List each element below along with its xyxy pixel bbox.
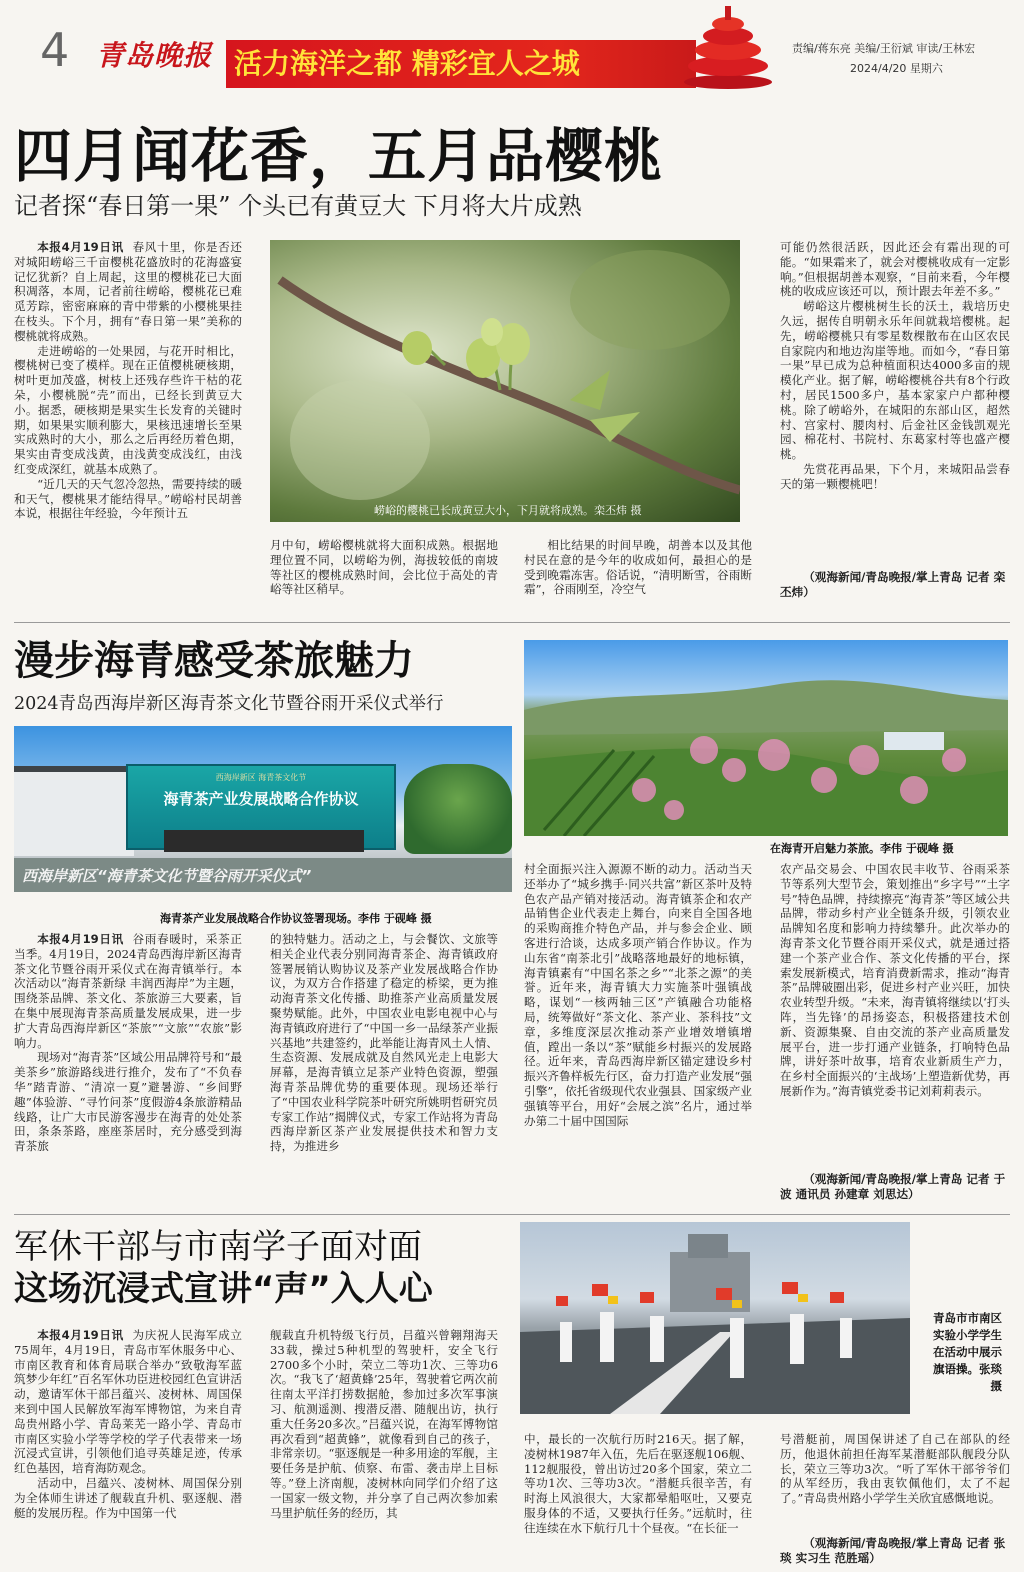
building	[14, 766, 134, 856]
article2-column-3	[524, 862, 752, 1210]
photo-caption: 海青茶产业发展战略合作协议签署现场。李伟 于砚峰 摄	[160, 912, 432, 925]
paragraph: 的独特魅力。活动之上，与会餐饮、文旅等相关企业代表分别同海青茶企、海青镇政府签署展销认购协议及茶产业发展战略合作协议，为双方合作搭建了稳定的桥梁，更为推动海青茶文化传播、助推茶产业高质量发展聚势赋能。此外，中国农业电影电视中心与海青镇政府进行了“中国一乡一品绿茶产业振兴基地”共建签约，此举能让海青风土人情、生态资源、发展成就及自然风光走上电影大屏幕，是海青镇立足茶产业特色资源，塑强海青茶品牌优势的重要体现。现场还举行了“中国农业科学院茶叶研究所姚明哲研究员专家工作站”揭牌仪式，专家工作站将为青岛西海岸新区茶产业发展提供技术和智力支持，为推进乡	[270, 932, 498, 1154]
article3-column-3	[524, 1432, 752, 1568]
divider	[14, 622, 1010, 623]
stage-slogan: 西海岸新区“海青茶文化节暨谷雨开采仪式”	[22, 867, 312, 885]
article3-headline-line2: 这场沉浸式宣讲“声”入人心	[14, 1269, 433, 1309]
article3-column-4	[780, 1432, 1010, 1536]
article2-column-2	[270, 932, 498, 1210]
article2-column-4	[780, 862, 1010, 1170]
article1-subheadline: 记者探“春日第一果” 个头已有黄豆大 下月将大片成熟	[14, 192, 582, 220]
paragraph: 相比结果的时间早晚，胡善本以及其他村民在意的是今年的收成如何，最担心的是受到晚霜冻害。俗话说，“清明断雪，谷雨断霜”，谷雨刚至，冷空气	[524, 538, 752, 597]
dateline: 本报4月19日讯	[37, 1328, 124, 1342]
screen-title: 海青茶产业发展战略合作协议	[163, 790, 359, 808]
byline: （观海新闻/青岛晚报/掌上青岛 记者 栾丕炜）	[780, 570, 1006, 599]
paragraph: 先赏花再品果，下个月，来城阳品尝春天的第一颗樱桃吧！	[780, 461, 1010, 491]
landmark-tower-icon	[680, 4, 776, 90]
article3-column-2	[270, 1328, 498, 1568]
divider	[14, 1214, 1010, 1215]
paragraph: 可能仍然很活跃，因此还会有霜出现的可能。“如果霜来了，就会对樱桃收成有一定影响。”但根据胡善本观察，“目前来看，今年樱桃的收成应该还可以，预计跟去年差不多。”	[780, 240, 1010, 299]
paragraph: 中，最长的一次航行历时216天。据了解，凌树林1987年入伍，先后在驱逐舰106舰、112舰服役，曾出访过20多个国家，荣立二等功1次、三等功3次。“潜艇兵很辛苦，有时海上风浪很大，大家都晕船呕吐，又要克服身体的不适，又要执行任务。”远航时，往往连续在水下航行几十个昼夜。“在长征一	[524, 1432, 752, 1535]
article1-headline: 四月闻花香，五月品樱桃	[14, 122, 664, 190]
paragraph: 月中旬，崂峪樱桃就将大面积成熟。根据地理位置不同，以崂峪为例，海拔较低的南坡等社区的樱桃成熟时间，会比位于高处的青峪等社区稍早。	[270, 538, 498, 597]
paragraph: 活动中，吕蕴兴、凌树林、周国保分别为全体师生讲述了舰载直升机、驱逐舰、潜艇的发展历程。作为中国第一代	[14, 1475, 242, 1520]
paragraph: 走进崂峪的一处果园，与花开时相比，樱桃树已变了模样。现在正值樱桃硬核期，树叶更加茂盛，树枝上还残存些许干枯的花朵，小樱桃脱“壳”而出，已经长到黄豆大小。据悉，硬核期是果实生长发育的关键时期，如果果实顺利膨大，果核迅速增长至果实成熟时的大小，那么之后再经历着色期，果实由青变成浅黄，由浅黄变成浅红，由浅红变成深红，就基本成熟了。	[14, 343, 242, 476]
screen-small-text: 西海岸新区 海青茶文化节	[215, 773, 307, 782]
cherry-branch-illustration	[270, 240, 740, 522]
signing-ceremony-photo	[14, 726, 512, 892]
article2-subheadline: 2024青岛西海岸新区海青茶文化节暨谷雨开采仪式举行	[14, 694, 444, 714]
page-number: 4	[40, 23, 70, 77]
article2-headline: 漫步海青感受茶旅魅力	[14, 638, 414, 684]
masthead-logo: 青岛晚报	[96, 39, 213, 72]
tea-terrace-illustration	[524, 640, 1008, 836]
ship-deck-illustration	[520, 1222, 910, 1414]
signing-table	[164, 830, 364, 852]
editors-line: 责编/蒋东亮 美编/王衍斌 审读/王林宏	[792, 42, 976, 55]
stage-front	[14, 858, 512, 892]
article3-column-1	[14, 1328, 242, 1568]
dateline: 本报4月19日讯	[37, 240, 124, 254]
article3-headline-line1: 军休干部与市南学子面对面	[14, 1227, 422, 1267]
paragraph: 为庆祝人民海军成立75周年，4月19日，青岛市军休服务中心、市南区教育和体育局联合举办“致敬海军蓝 筑梦少年红”百名军休功臣进校园红色宣讲活动，邀请军休干部吕蕴兴、凌树林、周国保来到中国人民解放军海军博物馆，为来自青岛贵州路小学、青岛莱芜一路小学、青岛市市南区实验小学等学校的学子代表带来一场沉浸式宣讲，引领他们追寻英雄足迹，传承红色基因，培育海防观念。	[14, 1328, 242, 1476]
photo-caption: 崂峪的樱桃已长成黄豆大小，下月就将成熟。栾丕炜 摄	[374, 504, 642, 517]
cherry-photo	[270, 240, 740, 522]
paragraph: 谷雨春暖时，采茶正当季。4月19日，2024青岛西海岸新区海青茶文化节暨谷雨开采仪式在海青镇举行。本次活动以“海青茶新绿 丰润西海岸”为主题，围绕茶品牌、茶文化、茶旅游三大要素，旨在集中展现海青茶高质量发展成果，进一步扩大青岛西海岸新区“茶旅”“文旅”“农旅”影响力。	[14, 932, 242, 1050]
paragraph: 现场对“海青茶”区域公用品牌符号和“最美茶乡”旅游路线进行推介，发布了“不负春华”踏青游、“清凉一夏”避暑游、“乡间野趣”体验游、“寻竹问茶”度假游4条旅游精品线路，让广大市民游客漫步在海青的处处茶田，条条茶路，座座茶居时，充分感受到海青茶旅	[14, 1050, 242, 1154]
article1-column-1	[14, 240, 242, 604]
dateline: 本报4月19日讯	[37, 932, 124, 946]
article1-column-2	[270, 538, 498, 604]
byline: （观海新闻/青岛晚报/掌上青岛 记者 张琰 实习生 范胜瑶）	[780, 1536, 1006, 1565]
paragraph: 春风十里，你是否还对城阳崂峪三千亩樱桃花盛放时的花海盛宴记忆犹新？自上周起，这里的樱桃花已大面积凋落，本周，记者前往崂峪，樱桃花已难觅芳踪，密密麻麻的青中带紫的小樱桃果挂在枝头。下个月，拥有“春日第一果”美称的樱桃就将成熟。	[14, 240, 242, 343]
paragraph: 崂峪这片樱桃树生长的沃土，栽培历史久远，据传自明朝永乐年间就栽培樱桃。起先，崂峪樱桃只有零星数棵散布在山区农民自家院内和地边沟崖等地。而如今，“春日第一果”早已成为总种植面积达4000多亩的规模化产业。据了解，崂峪樱桃谷共有8个行政村，居民1500多户，基本家家户户都种樱桃。除了崂峪外，在城阳的东部山区，超然村、宫家村、腰肉村、后金社区金钱凯观光园、棉花村、书院村、东葛家村等也盛产樱桃。	[780, 299, 1010, 462]
paragraph: 农产品交易会、中国农民丰收节、谷雨采茶节等系列大型节会，策划推出“乡字号”“土字号”特色品牌，持续擦亮“海青茶”等区域公共品牌，带动乡村产业全链条升级，引领农业品牌知名度和影响力持续攀升。此次举办的海青茶文化节暨谷雨开采仪式，就是通过搭建一个茶产业合作、茶文化传播的平台，探索发展新模式，培育消费新需求，推动“海青茶”品牌破圈出彩，促进乡村产业兴旺，加快农业转型升级。“未来，海青镇将继续以‘打头阵，当先锋’的昂扬姿态，积极搭建技术创新、资源集聚、自由交流的茶产业高质量发展平台，进一步打通产业链条，打响特色品牌，讲好茶叶故事，培育农业新质生产力，在乡村全面振兴的‘主战场’上塑造新优势，再展新作为。”海青镇党委书记刘莉莉表示。	[780, 862, 1010, 1098]
slogan-text: 活力海洋之都 精彩宜人之城	[234, 47, 580, 80]
article2-column-1	[14, 932, 242, 1210]
paragraph: “近几天的天气忽冷忽热，需要持续的暖和天气，樱桃果才能结得早。”崂峪村民胡善本说，根据往年经验，今年预计五	[14, 476, 242, 521]
article1-column-4	[780, 240, 1010, 580]
tea-garden-photo	[524, 640, 1008, 836]
article1-column-3	[524, 538, 752, 604]
issue-date: 2024/4/20 星期六	[850, 62, 943, 75]
paragraph: 号潜艇前，周国保讲述了自己在部队的经历，他退休前担任海军某潜艇部队舰段分队长，荣立三等功3次。“听了军休干部爷爷们的从军经历，我由衷钦佩他们，太了不起了。”青岛贵州路小学学生关欣宜感慨地说。	[780, 1432, 1010, 1506]
photo-caption-side: 青岛市市南区实验小学学生在活动中展示旗语操。张琰 摄	[933, 1311, 1002, 1393]
flag-drill-photo	[520, 1222, 910, 1414]
paragraph: 村全面振兴注入源源不断的动力。活动当天还举办了“城乡携手·同兴共富”新区茶叶及特色农产品产销对接活动。海青镇茶企和农产品销售企业代表走上舞台，向来自全国各地的采购商推介特色产品，并与参会企业、顾客进行洽谈，达成多项产销合作协议。作为山东省“南茶北引”战略落地最好的地标镇，海青镇素有“中国名茶之乡”“北茶之源”的美誉。近年来，海青镇大力实施茶叶强镇战略，谋划“一核两轴三区”产镇融合功能格局，统筹做好“茶文化、茶产业、茶科技”文章，多维度深层次推动茶产业增效增镇增值，蹚出一条以“茶”赋能乡村振兴的发展路径。近年来，青岛西海岸新区锚定建设乡村振兴齐鲁样板先行区，奋力打造产业发展“强引擎”，依托省级现代农业强县、国家级产业强镇等平台，用好“会展之滨”名片，通过举办第二十届中国国际	[524, 862, 752, 1128]
tree	[404, 764, 512, 854]
paragraph: 舰载直升机特级飞行员，吕蕴兴曾翱翔海天33载，操过5种机型的驾驶杆，安全飞行2700多个小时，荣立二等功1次、三等功6次。“我飞了‘超黄蜂’25年，驾驶着它两次前往南太平洋打捞数据舱，参加过多次军事演习、航测遥测、搜潜反潜、随舰出访，执行重大任务20多次。”吕蕴兴说，在海军博物馆再次看到“超黄蜂”，就像看到自己的孩子，非常亲切。“驱逐舰是一种多用途的军舰，主要任务是护航、侦察、布雷、袭击岸上目标等。”登上济南舰，凌树林向同学们介绍了这一国家一级文物，并分享了自己两次参加索马里护航任务的经历，其	[270, 1328, 498, 1520]
byline: （观海新闻/青岛晚报/掌上青岛 记者 于波 通讯员 孙建章 刘思达）	[780, 1172, 1006, 1201]
photo-caption: 在海青开启魅力茶旅。李伟 于砚峰 摄	[770, 842, 954, 855]
